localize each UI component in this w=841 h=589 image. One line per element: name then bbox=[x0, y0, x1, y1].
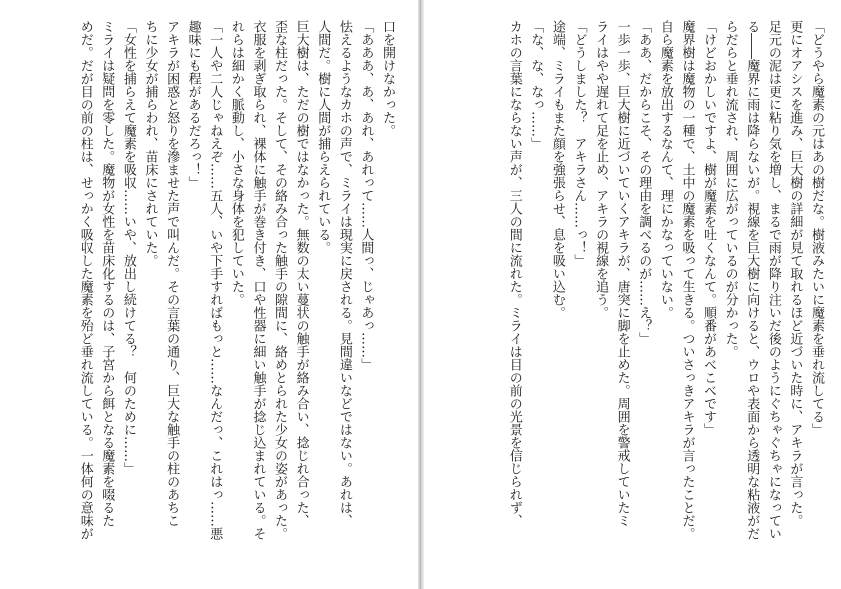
text-line: 途端、ミライもまた顔を強張らせ、息を吸い込む。 bbox=[549, 20, 565, 319]
text-line: 一歩一歩、巨大樹に近づいていくアキラが、唐突に脚を止めた。周囲を警戒していたミ bbox=[614, 20, 630, 527]
text-line: 歪な柱だった。そして、その絡み合った触手の隙間に、絡めとられた少女の姿があった。 bbox=[272, 20, 288, 540]
text-line: 「女性を捕らえて魔素を吸収……いや、放出し続けてる？ 何のために……」 bbox=[120, 20, 136, 475]
text-line: 「ああ、だからこそ、その理由を調べるのが……え？」 bbox=[636, 20, 652, 345]
text-line: れらは細かく脈動し、小さな身体を犯していた。 bbox=[228, 20, 244, 306]
text-line: 足元の泥は更に粘り気を増し、まるで雨が降り注いだ後のようにぐちゃぐちゃになってい bbox=[765, 20, 781, 540]
left-page-text bbox=[20, 20, 398, 580]
text-line: 巨大樹は、ただの樹ではなかった。無数の太い蔓状の触手が絡み合い、捻じれ合った、 bbox=[293, 20, 309, 527]
right-page bbox=[424, 0, 841, 589]
text-line: 自ら魔素を放出するなんて、理にかなっていない。 bbox=[657, 20, 673, 319]
text-line: 人間だ。樹に人間が捕らえられている。 bbox=[315, 20, 331, 254]
text-line: 魔界樹は魔物の一種で、土中の魔素を吸って生きる。ついさっきアキラが言ったことだ。 bbox=[679, 20, 695, 540]
text-line: アキラが困惑と怒りを滲ませた声で叫んだ。その言葉の通り、巨大な触手の柱のあちこ bbox=[164, 20, 180, 527]
left-page bbox=[0, 0, 418, 589]
text-line: ミライは疑問を零した。魔物が女性を苗床化するのは、子宮から餌となる魔素を啜るた bbox=[99, 20, 115, 527]
text-line: 「どうしました？ アキラさん……っ！」 bbox=[571, 20, 587, 267]
text-line: 口を開けなかった。 bbox=[380, 20, 395, 137]
text-line: 「一人や二人じゃねえぞ……五人、いや下手すればもっと……なんだっ、これはっ……悪 bbox=[207, 20, 223, 540]
text-line: 趣味にも程があるだろっ！」 bbox=[185, 20, 201, 189]
text-line: カホの言葉にならない声が、三人の間に流れた。ミライは目の前の光景を信じられず、 bbox=[506, 20, 522, 527]
text-line: 「けどおかしいですよ、樹が魔素を吐くなんて。順番があべこべです」 bbox=[701, 20, 717, 436]
text-line: 「な、な、なっ……」 bbox=[528, 20, 544, 150]
text-line: ライはやや遅れて足を止め、アキラの視線を追う。 bbox=[593, 20, 609, 319]
text-line: ちに少女が捕らわれ、苗床にされていた。 bbox=[142, 20, 158, 267]
text-line: 「どうやら魔素の元はあの樹だな。樹液みたいに魔素を垂れ流してる」 bbox=[809, 20, 824, 436]
text-line: 更にオアシスを進み、巨大樹の詳細が見て取れるほど近づいた時に、アキラが言った。 bbox=[787, 20, 803, 527]
text-line: 「あああ、あ、あれ、あれって……人間っ、じゃあっ……」 bbox=[358, 20, 374, 371]
text-line: めだ。だが目の前の柱は、せっかく吸収した魔素を殆ど垂れ流している。一体何の意味が bbox=[77, 20, 93, 540]
text-line: る――魔界に雨は降らないが。視線を巨大樹に向けると、ウロや表面から透明な粘液がだ bbox=[744, 20, 760, 540]
text-line: らだらと垂れ流され、周囲に広がっているのが分かった。 bbox=[722, 20, 738, 358]
text-line: 怯えるようなカホの声で、ミライは現実に戻される。見間違いなどではない。あれは、 bbox=[336, 20, 352, 527]
text-line: 衣服を剥ぎ取られ、裸体に触手が巻き付き、口や性器に細い触手が捻じ込まれている。そ bbox=[250, 20, 266, 540]
right-page-text bbox=[435, 20, 827, 580]
